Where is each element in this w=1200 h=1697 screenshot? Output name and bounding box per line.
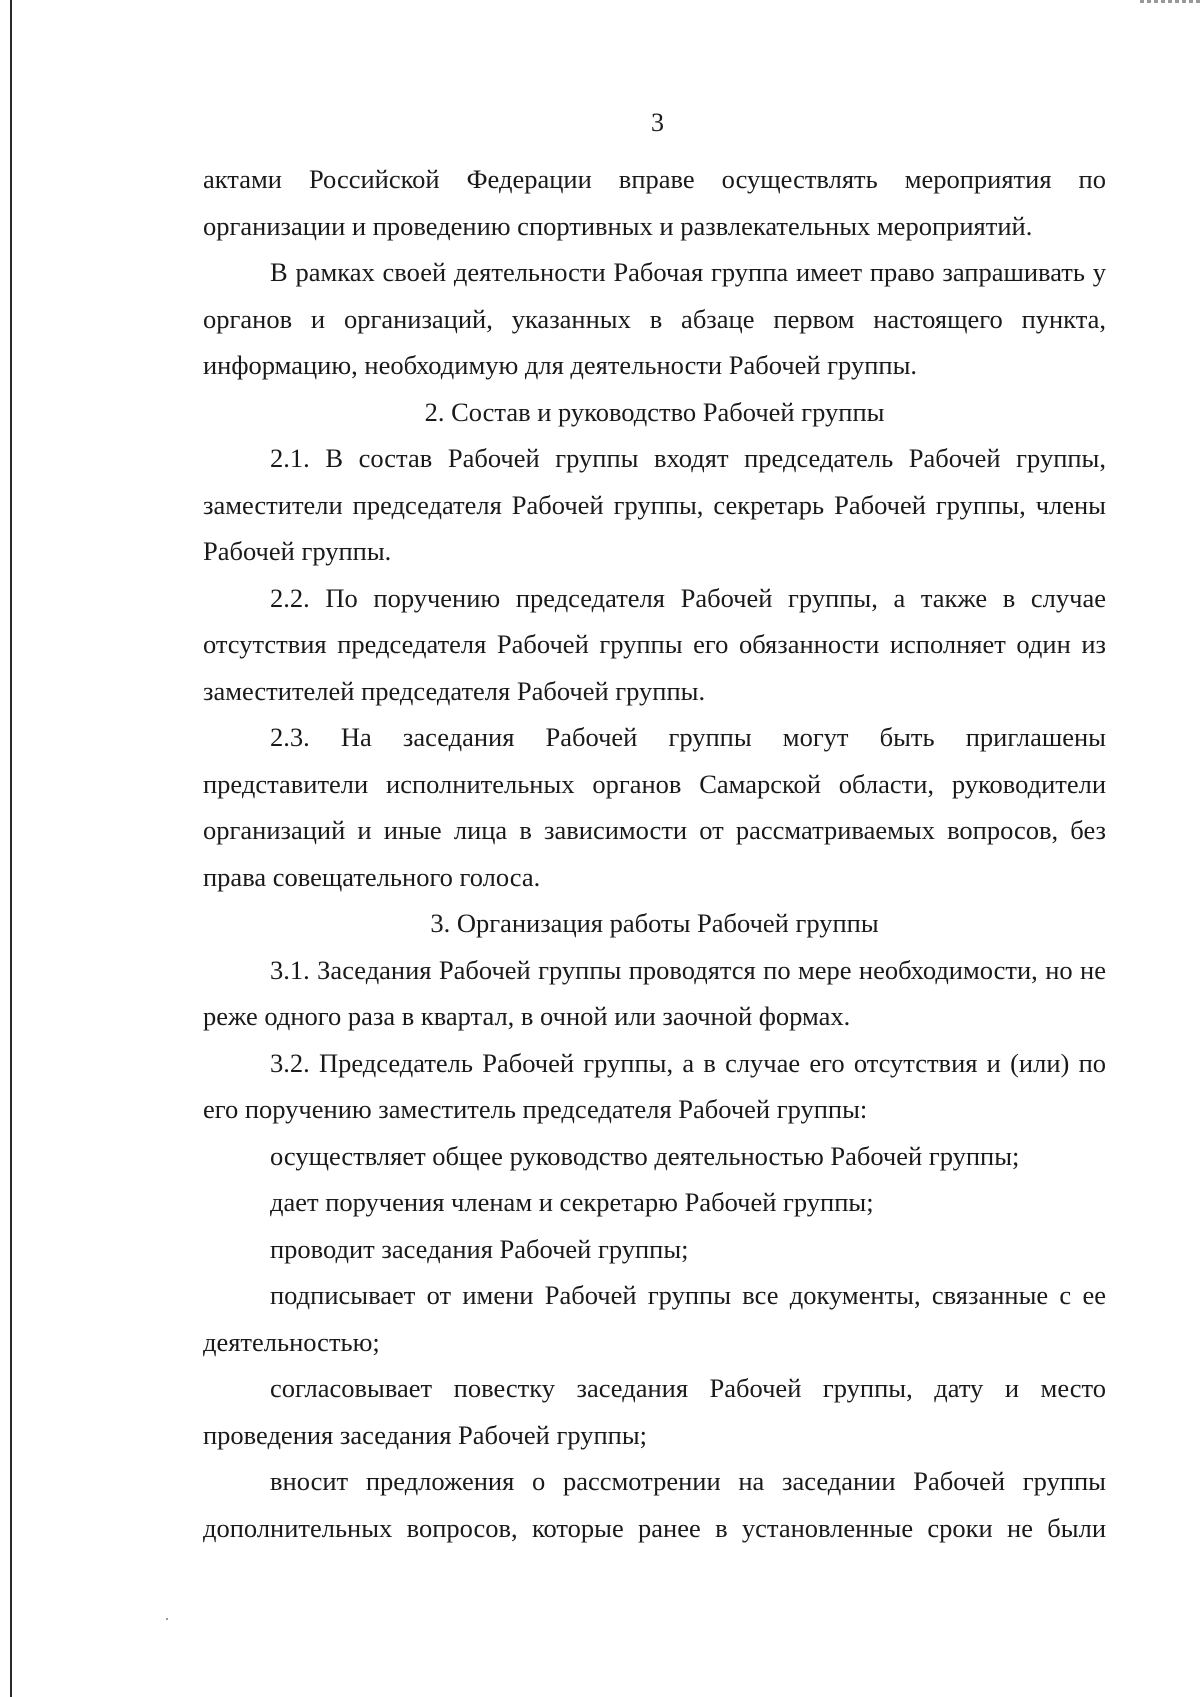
document-body [203,156,1106,1551]
paragraph-2-2: 2.2. По поручению председателя Рабочей группы, а также в случае отсутствия председателя Рабочей группы его обязанности исполняет один из заместителей председателя Рабочей группы. [203,582,1106,706]
section-heading-2: 2. Состав и руководство Рабочей группы [424,396,885,427]
list-item-2: дает поручения членам и секретарю Рабочей группы; [270,1187,874,1217]
list-item-4: подписывает от имени Рабочей группы все документы, связанные с ее деятельностью; [203,1280,1106,1357]
paragraph-3-1: 3.1. Заседания Рабочей группы проводятся по мере необходимости, но не реже одного раза в квартал, в очной или заочной формах. [203,954,1106,1031]
page-left-edge [10,0,12,1697]
paragraph-rights: В рамках своей деятельности Рабочая группа имеет право запрашивать у органов и организаций, указанных в абзаце первом настоящего пункта, информацию, необходимую для деятельности Рабочей группы. [203,257,1106,380]
list-item-1: осуществляет общее руководство деятельностью Рабочей группы; [270,1140,1020,1171]
section-heading-3: 3. Организация работы Рабочей группы [430,908,879,938]
page-number: 3 [651,108,664,137]
paragraph-3-2: 3.2. Председатель Рабочей группы, а в случае его отсутствия и (или) по его поручению заместитель председателя Рабочей группы: [203,1047,1106,1124]
paragraph-2-3: 2.3. На заседания Рабочей группы могут быть приглашены представители исполнительных органов Самарской области, руководители организаций и иные лица в зависимости от рассматриваемых вопросов, без права совещательного голоса. [203,722,1106,892]
list-item-5: согласовывает повестку заседания Рабочей группы, дату и место проведения заседания Рабочей группы; [203,1373,1106,1450]
paragraph-2-1: 2.1. В состав Рабочей группы входят председатель Рабочей группы, заместители председателя Рабочей группы, секретарь Рабочей группы, члены Рабочей группы. [203,443,1106,566]
scan-dot [166,1618,168,1620]
list-item-3: проводит заседания Рабочей группы; [270,1233,689,1264]
corner-mark [1140,0,1200,3]
paragraph-continuation: актами Российской Федерации вправе осуществлять мероприятия по организации и проведению спортивных и развлекательных мероприятий. [203,164,1106,241]
list-item-6: вносит предложения о рассмотрении на заседании Рабочей группы дополнительных вопросов, которые ранее в установленные сроки не были [203,1466,1106,1543]
